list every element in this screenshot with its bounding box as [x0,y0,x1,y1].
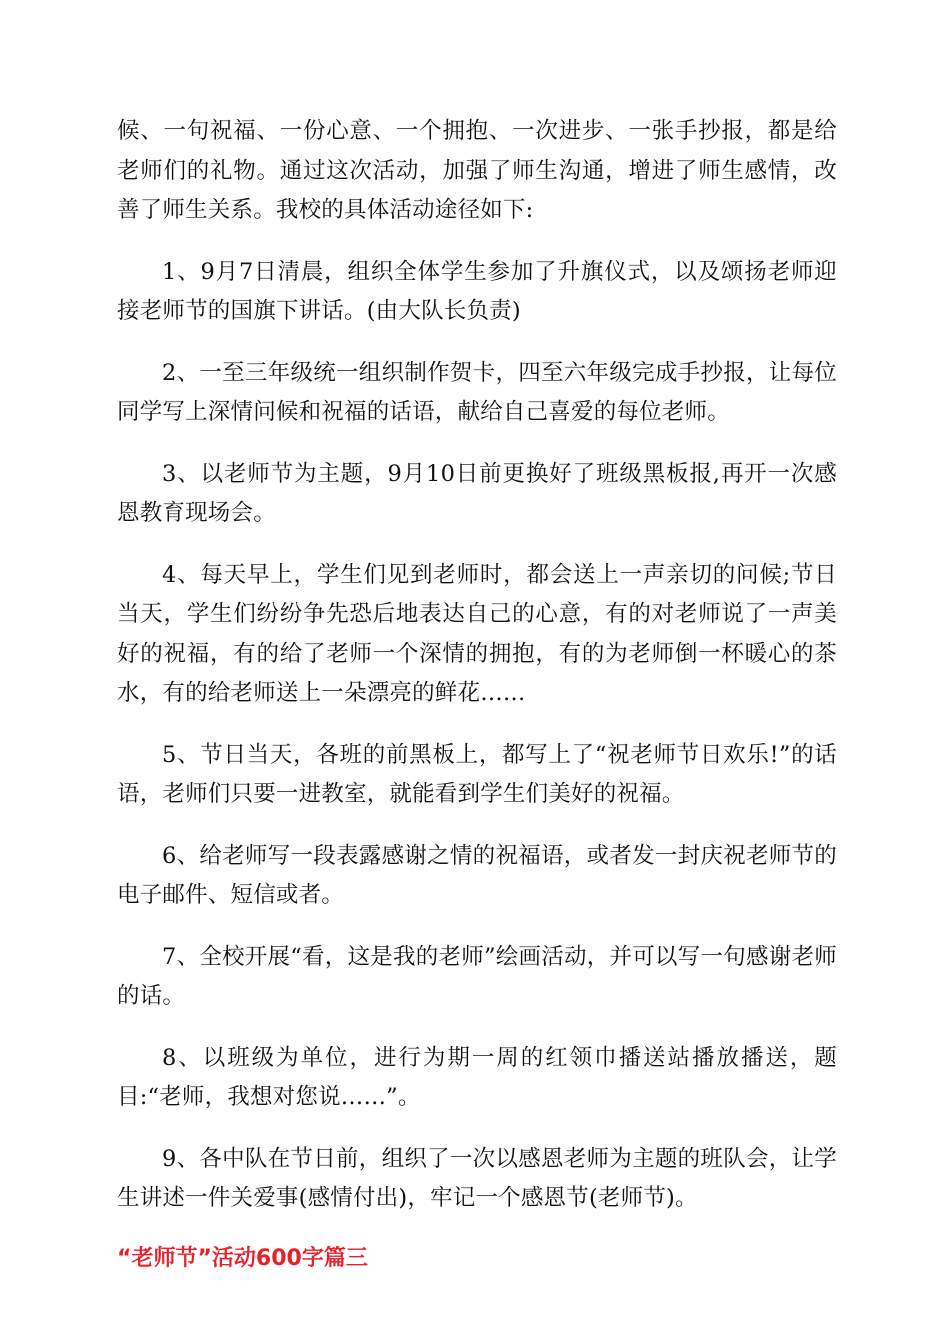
intro-paragraph: 候、一句祝福、一份心意、一个拥抱、一次进步、一张手抄报，都是给老师们的礼物。通过这次活动，加强了师生沟通，增进了师生感情，改善了师生关系。我校的具体活动途径如下: [117,118,837,223]
list-item-9: 9、各中队在节日前，组织了一次以感恩老师为主题的班队会，让学生讲述一件关爱事(感情付出)，牢记一个感恩节(老师节)。 [117,1145,837,1211]
list-item-1: 1、9月7日清晨，组织全体学生参加了升旗仪式，以及颂扬老师迎接老师节的国旗下讲话。(由大队长负责) [117,258,837,324]
list-item-5: 5、节日当天，各班的前黑板上，都写上了“祝老师节日欢乐!”的话语，老师们只要一进教室，就能看到学生们美好的祝福。 [117,741,837,807]
list-item-3: 3、以老师节为主题，9月10日前更换好了班级黑板报,再开一次感恩教育现场会。 [117,460,837,526]
list-item-2: 2、一至三年级统一组织制作贺卡，四至六年级完成手抄报，让每位同学写上深情问候和祝福的话语，献给自己喜爱的每位老师。 [117,359,837,425]
list-item-8: 8、以班级为单位，进行为期一周的红领巾播送站播放播送，题目:“老师，我想对您说……”。 [117,1044,837,1110]
list-item-6: 6、给老师写一段表露感谢之情的祝福语，或者发一封庆祝老师节的电子邮件、短信或者。 [117,842,837,908]
document-body [117,112,837,1277]
list-item-7: 7、全校开展“看，这是我的老师”绘画活动，并可以写一句感谢老师的话。 [117,943,837,1009]
list-item-4: 4、每天早上，学生们见到老师时，都会送上一声亲切的问候;节日当天，学生们纷纷争先恐后地表达自己的心意，有的对老师说了一声美好的祝福，有的给了老师一个深情的拥抱，有的为老师倒一杯暖心的茶水，有的给老师送上一朵漂亮的鲜花…… [117,561,837,706]
section-heading: “老师节”活动600字篇三 [117,1245,368,1271]
